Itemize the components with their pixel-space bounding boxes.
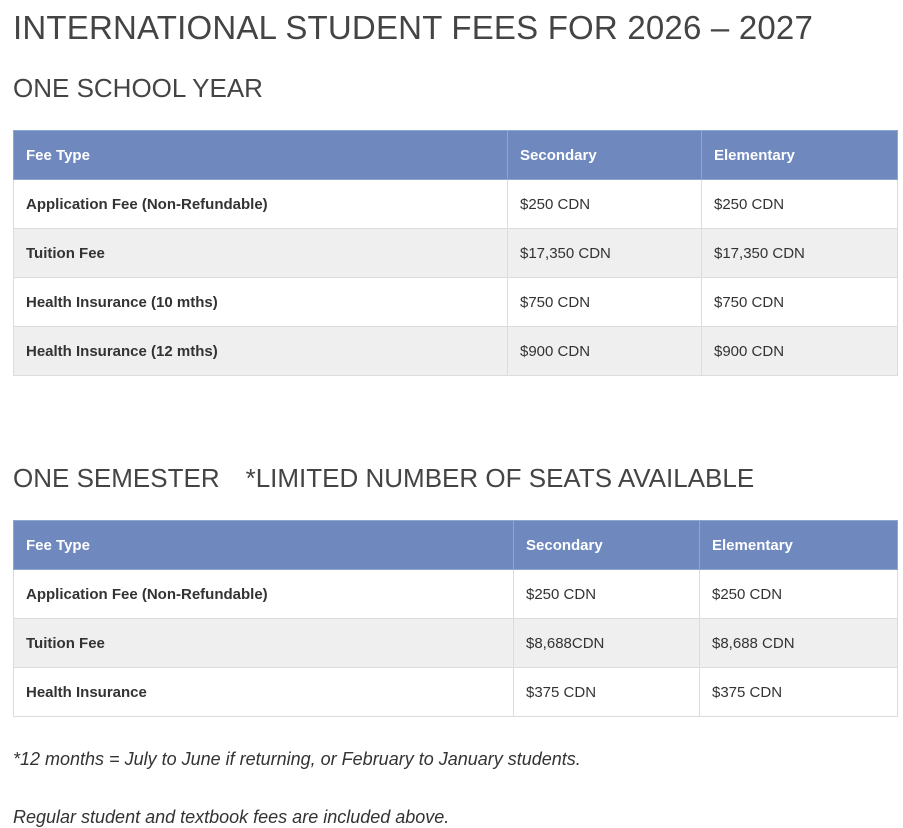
limited-seats-note: *LIMITED NUMBER OF SEATS AVAILABLE [245,463,755,493]
fee-name: Tuition Fee [14,619,514,668]
col-header-fee-type: Fee Type [14,131,508,180]
secondary-fee: $750 CDN [508,278,702,327]
elementary-fee: $375 CDN [700,668,898,717]
col-header-elementary: Elementary [700,521,898,570]
fee-name: Tuition Fee [14,229,508,278]
secondary-fee: $250 CDN [514,570,700,619]
col-header-fee-type: Fee Type [14,521,514,570]
secondary-fee: $8,688CDN [514,619,700,668]
secondary-fee: $900 CDN [508,327,702,376]
footnote-included-fees: Regular student and textbook fees are included above. [13,807,450,827]
table-row [14,619,898,668]
secondary-fee: $375 CDN [514,668,700,717]
table-header-row [14,521,898,570]
col-header-elementary: Elementary [702,131,898,180]
col-header-secondary: Secondary [508,131,702,180]
semester-section-title [13,463,754,494]
elementary-fee: $17,350 CDN [702,229,898,278]
table-row [14,180,898,229]
semester-fee-table [13,520,898,717]
semester-title-text: ONE SEMESTER [13,463,220,493]
elementary-fee: $250 CDN [700,570,898,619]
fee-name: Health Insurance (10 mths) [14,278,508,327]
fee-name: Health Insurance [14,668,514,717]
year-section-title: ONE SCHOOL YEAR [13,73,263,103]
footnote-12-months: *12 months = July to June if returning, or February to January students. [13,749,581,769]
fee-name: Application Fee (Non-Refundable) [14,180,508,229]
table-row [14,668,898,717]
secondary-fee: $17,350 CDN [508,229,702,278]
fee-name: Health Insurance (12 mths) [14,327,508,376]
year-fee-table [13,130,898,376]
table-row [14,229,898,278]
elementary-fee: $900 CDN [702,327,898,376]
table-row [14,278,898,327]
fee-name: Application Fee (Non-Refundable) [14,570,514,619]
table-header-row [14,131,898,180]
table-row [14,327,898,376]
page-title: INTERNATIONAL STUDENT FEES FOR 2026 – 2027 [13,9,814,46]
elementary-fee: $250 CDN [702,180,898,229]
col-header-secondary: Secondary [514,521,700,570]
table-row [14,570,898,619]
elementary-fee: $8,688 CDN [700,619,898,668]
secondary-fee: $250 CDN [508,180,702,229]
elementary-fee: $750 CDN [702,278,898,327]
